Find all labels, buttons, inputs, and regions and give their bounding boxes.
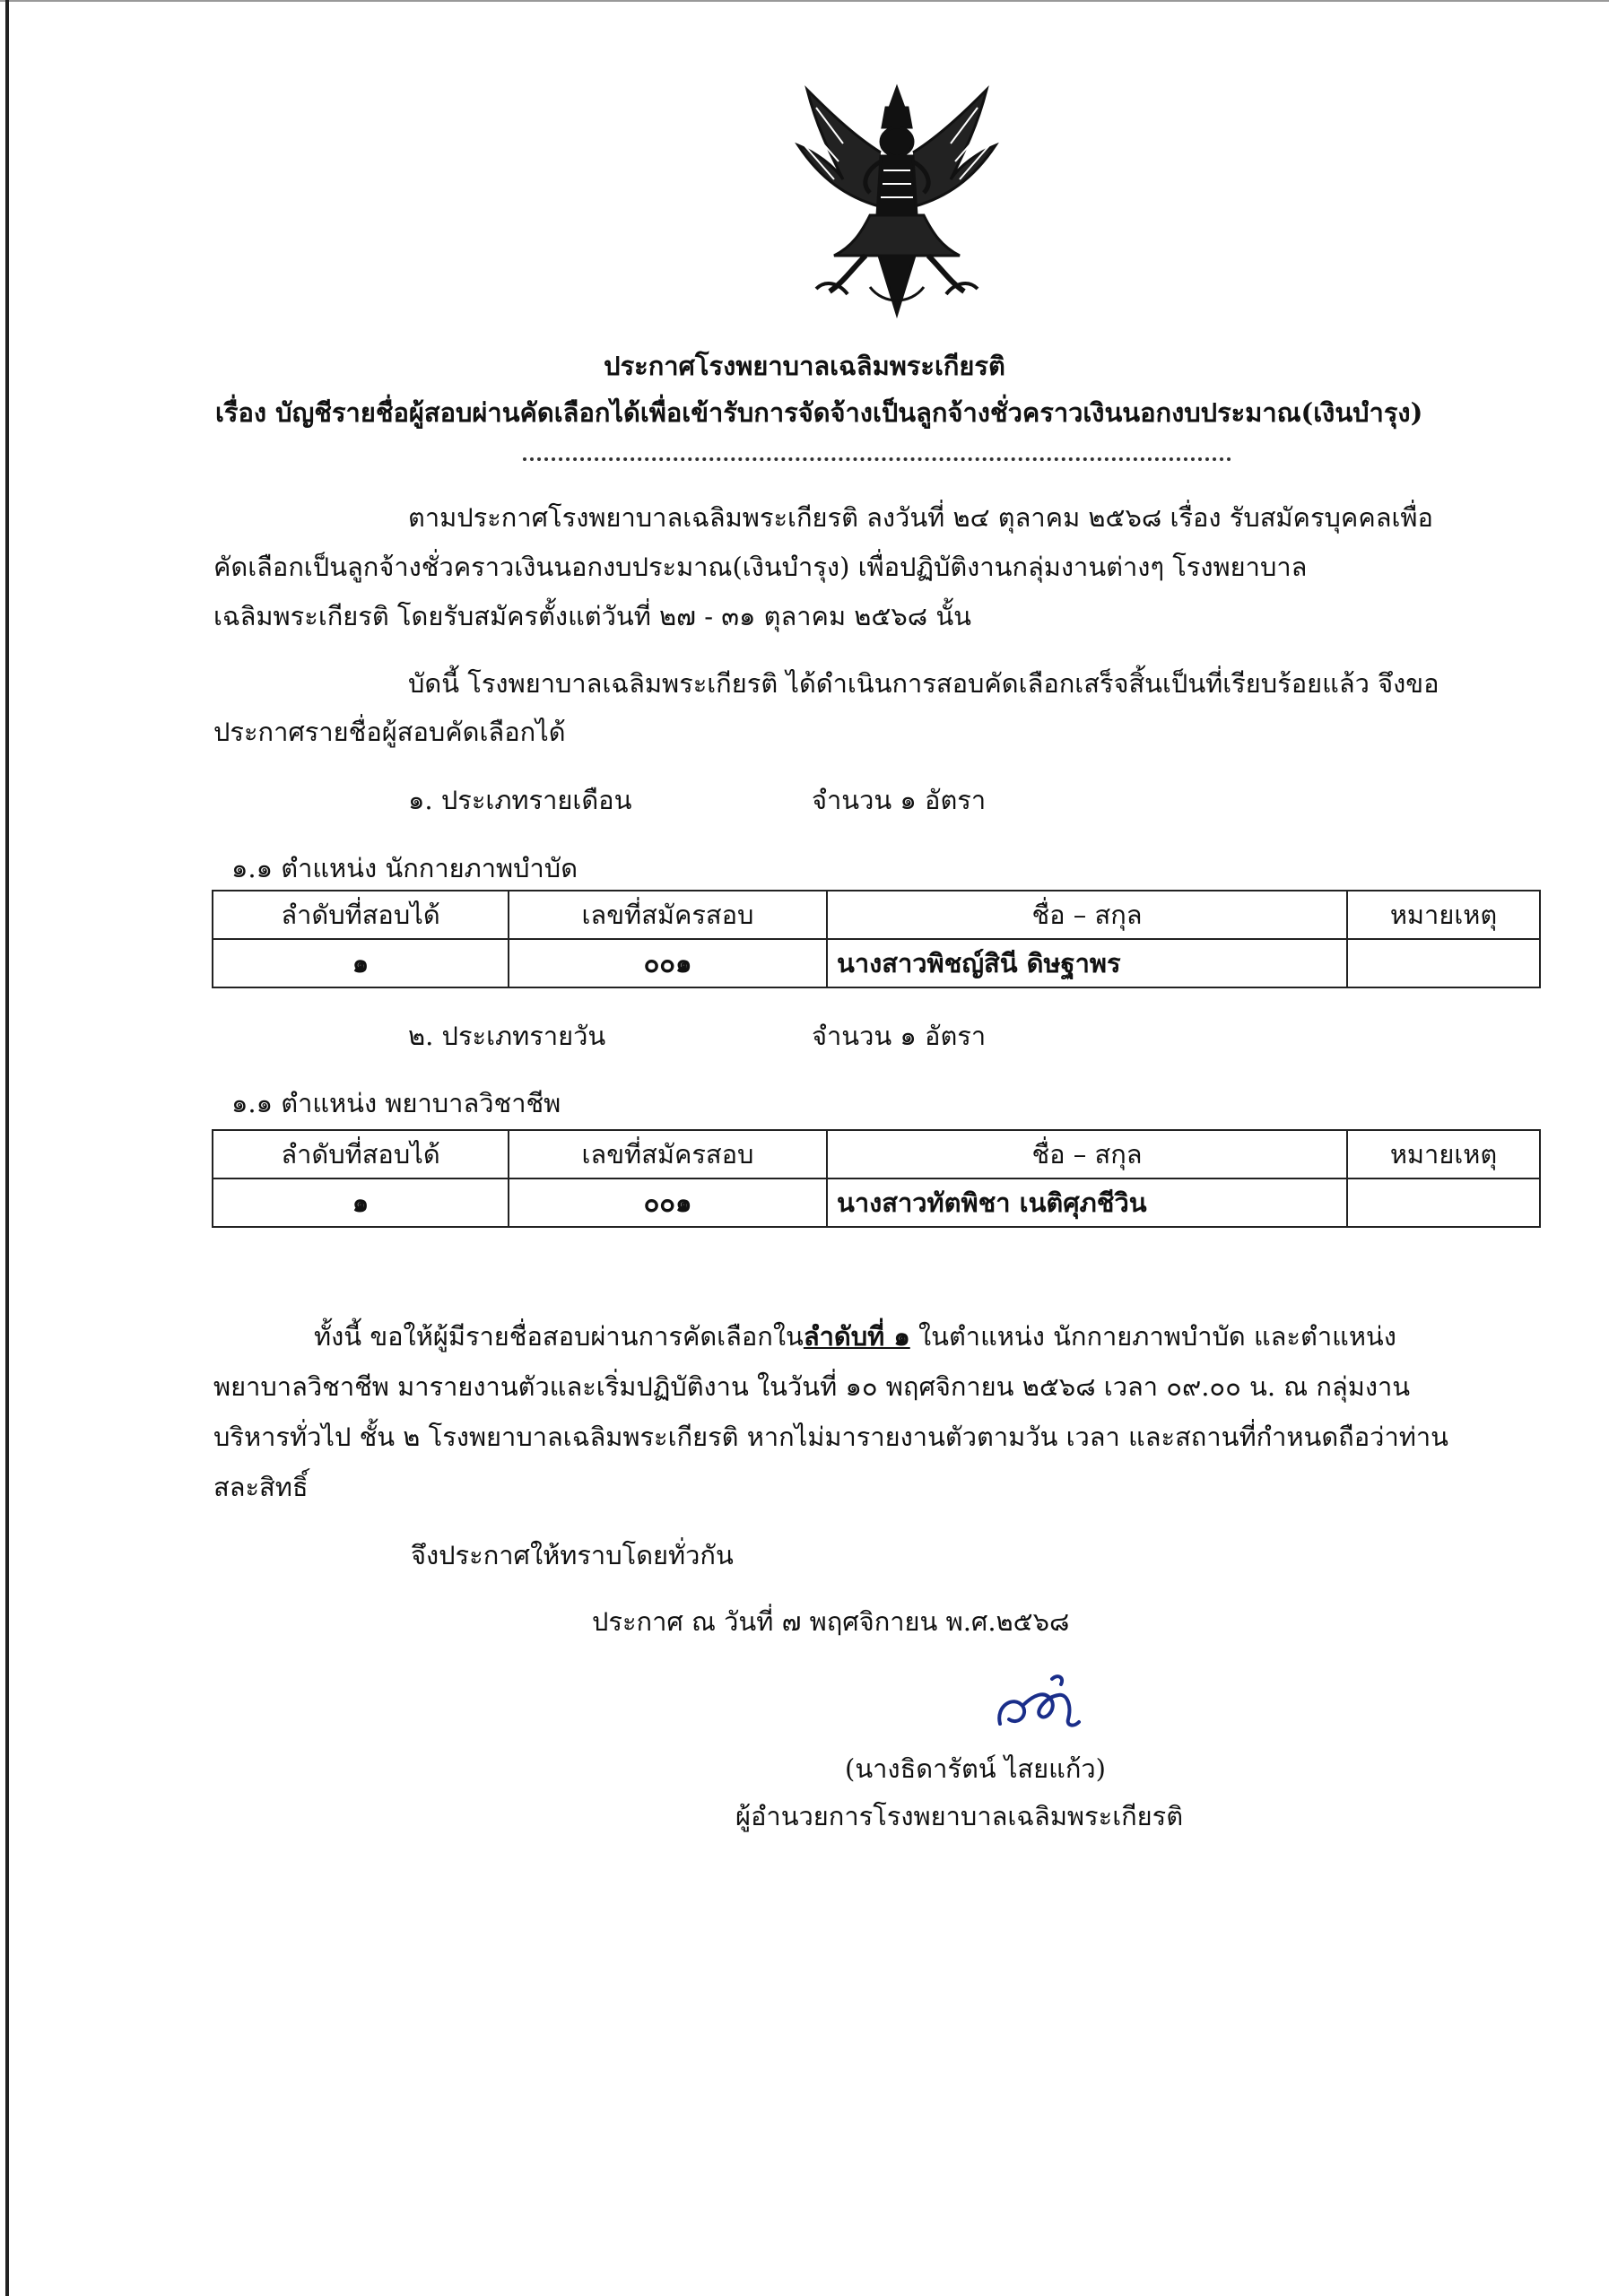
cell-remark: [1347, 939, 1540, 987]
closing-line4: สละสิทธิ์: [213, 1472, 309, 1502]
garuda-emblem-icon: [780, 81, 1013, 332]
document-title: ประกาศโรงพยาบาลเฉลิมพระเกียรติ: [604, 351, 1005, 381]
title-divider: [523, 457, 1231, 461]
table-header-row: [213, 1130, 1540, 1178]
page-top-edge: [0, 0, 1609, 2]
signer-title: ผู้อำนวยการโรงพยาบาลเฉลิมพระเกียรติ: [735, 1801, 1184, 1831]
col-rank: ลำดับที่สอบได้: [213, 891, 509, 939]
closing-line1: [314, 1318, 1396, 1354]
table-header-row: [213, 891, 1540, 939]
cell-name: นางสาวพิชญ์สินี ดิษฐาพร: [827, 939, 1347, 987]
announce-date: ประกาศ ณ วันที่ ๗ พฤศจิกายน พ.ศ.๒๕๖๘: [592, 1606, 1070, 1637]
col-app-no: เลขที่สมัครสอบ: [509, 1130, 827, 1178]
document-subject: เรื่อง บัญชีรายชื่อผู้สอบผ่านคัดเลือกได้เพื่อเข้ารับการจัดจ้างเป็นลูกจ้างชั่วคราวเงินนอกงบประมาณ(เงินบำรุง): [215, 397, 1423, 428]
col-rank: ลำดับที่สอบได้: [213, 1130, 509, 1178]
page-left-edge: [5, 0, 9, 2296]
section2-count: จำนวน ๑ อัตรา: [812, 1021, 987, 1051]
para2-line2: ประกาศรายชื่อผู้สอบคัดเลือกได้: [213, 717, 566, 747]
col-app-no: เลขที่สมัครสอบ: [509, 891, 827, 939]
closing-line2: พยาบาลวิชาชีพ มารายงานตัวและเริ่มปฏิบัติงาน ในวันที่ ๑๐ พฤศจิกายน ๒๕๖๘ เวลา ๐๙.๐๐ น. ณ กลุ่มงาน: [213, 1371, 1411, 1402]
cell-app-no: ๐๐๑: [509, 939, 827, 987]
para1-line2: คัดเลือกเป็นลูกจ้างชั่วคราวเงินนอกงบประมาณ(เงินบำรุง) เพื่อปฏิบัติงานกลุ่มงานต่างๆ โรงพยาบาล: [213, 552, 1308, 582]
closing-line1-pre: ทั้งนี้ ขอให้ผู้มีรายชื่อสอบผ่านการคัดเลือกใน: [314, 1321, 804, 1352]
table-row: [213, 1178, 1540, 1227]
section2-position: ๑.๑ ตำแหน่ง พยาบาลวิชาชีพ: [231, 1088, 561, 1118]
cell-remark: [1347, 1178, 1540, 1227]
section1-heading: ๑. ประเภทรายเดือน: [408, 785, 632, 815]
col-remark: หมายเหตุ: [1347, 1130, 1540, 1178]
section2-table: [212, 1129, 1541, 1228]
closing-line3: บริหารทั่วไป ชั้น ๒ โรงพยาบาลเฉลิมพระเกียรติ หากไม่มารายงานตัวตามวัน เวลา และสถานที่กำหนดถือว่าท่าน: [213, 1422, 1448, 1452]
closing-line1-post: ในตำแหน่ง นักกายภาพบำบัด และตำแหน่ง: [909, 1321, 1396, 1352]
signer-name: (นางธิดารัตน์ ไสยแก้ว): [845, 1753, 1106, 1784]
col-remark: หมายเหตุ: [1347, 891, 1540, 939]
cell-name: นางสาวทัตพิชา เนติศุภชีวิน: [827, 1178, 1347, 1227]
para1-line1: ตามประกาศโรงพยาบาลเฉลิมพระเกียรติ ลงวันที่ ๒๔ ตุลาคม ๒๕๖๘ เรื่อง รับสมัครบุคคลเพื่อ: [408, 502, 1433, 533]
announce-line: จึงประกาศให้ทราบโดยทั่วกัน: [411, 1540, 734, 1570]
cell-rank: ๑: [213, 1178, 509, 1227]
section1-count: จำนวน ๑ อัตรา: [812, 785, 987, 815]
cell-app-no: ๐๐๑: [509, 1178, 827, 1227]
section1-table: [212, 890, 1541, 988]
table-row: [213, 939, 1540, 987]
section1-position: ๑.๑ ตำแหน่ง นักกายภาพบำบัด: [231, 853, 578, 883]
para2-line1: บัดนี้ โรงพยาบาลเฉลิมพระเกียรติ ได้ดำเนินการสอบคัดเลือกเสร็จสิ้นเป็นที่เรียบร้อยแล้ว จึงขอ: [408, 668, 1439, 699]
closing-line1-emphasis: ลำดับที่ ๑: [803, 1321, 910, 1352]
section2-heading: ๒. ประเภทรายวัน: [408, 1021, 606, 1051]
para1-line3: เฉลิมพระเกียรติ โดยรับสมัครตั้งแต่วันที่ ๒๗ - ๓๑ ตุลาคม ๒๕๖๘ นั้น: [213, 601, 971, 631]
col-name: ชื่อ – สกุล: [827, 1130, 1347, 1178]
col-name: ชื่อ – สกุล: [827, 891, 1347, 939]
handwritten-signature-icon: [982, 1670, 1099, 1742]
cell-rank: ๑: [213, 939, 509, 987]
